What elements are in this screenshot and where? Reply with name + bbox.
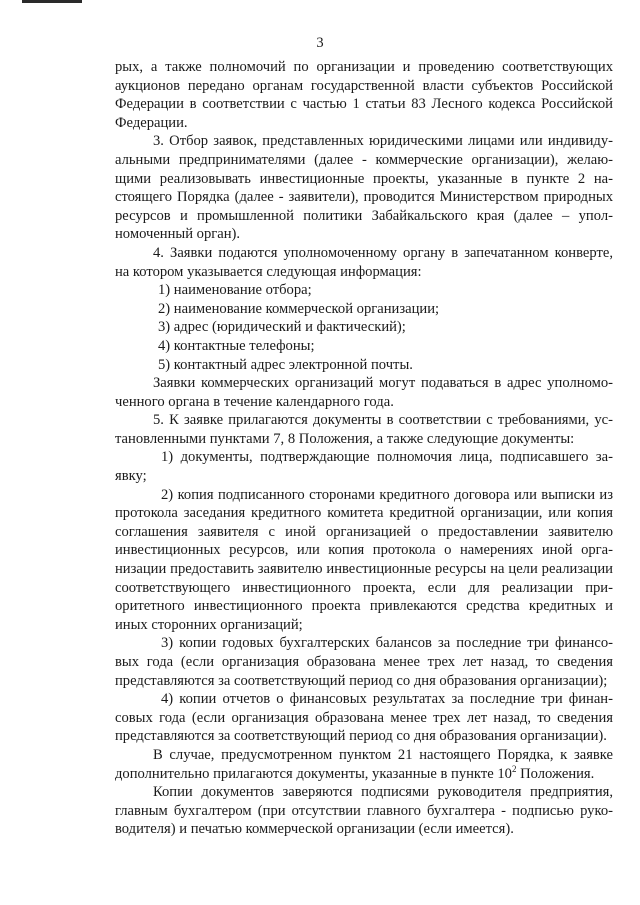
list-item: 3) адрес (юридический и фактический); — [158, 319, 406, 336]
paragraph-3: 3. Отбор заявок, представленных юридическими лицами или индивидуальными предпринимателями (далее - коммерческие организации), желающими реализовывать инвестиционные проекты, указанные в пункте 2 настоящего Порядка (далее - заявители), проводится Министерством природных ресурсов и промышленной политики Забайкальского края (далее – уполномоченный орган). — [115, 133, 613, 243]
document-item: 2) копия подписанного сторонами кредитного договора или выписки из протокола заседания кредитного комитета кредитной организации, или копия соглашения заявителя с иной организацией о предоставлении заявителю инвестиционных ресурсов, или копия протокола о намерениях иной организации предоставить заявителю инвестиционные ресурсы на цели реализации соответствующего инвестиционного проекта, если для реализации приоритетного инвестиционного проекта привлекаются средства кредитных и иных сторонних организаций; — [115, 486, 613, 633]
paragraph-case-text: В случае, предусмотренном пунктом 21 настоящего Порядка, к заявке дополнительно прилагаются документы, указанные в пункте 10 — [115, 746, 613, 782]
document-item: 1) документы, подтверждающие полномочия лица, подписавшего заявку; — [115, 449, 613, 485]
paragraph-case-end: Положения. — [516, 765, 595, 782]
list-item: 5) контактный адрес электронной почты. — [158, 356, 413, 373]
paragraph-intro: рых, а также полномочий по организации и проведению соответствующих аукционов передано органам государственной власти субъектов Российской Федерации в соответствии с частью 1 статьи 83 Лесного кодекса Российской Федерации. — [115, 59, 613, 131]
top-edge-mark — [22, 0, 82, 3]
page-number: 3 — [316, 35, 324, 51]
paragraph-5: 5. К заявке прилагаются документы в соответствии с требованиями, установленными пунктами 7, 8 Положения, а также следующие документы: — [115, 412, 613, 447]
paragraph-copies: Копии документов заверяются подписями руководителя предприятия, главным бухгалтером (при отсутствии главного бухгалтера - подписью руководителя) и печатью коммерческой организации (если имеется). — [115, 784, 613, 838]
superscript: 2 — [511, 763, 517, 774]
paragraph-4-end: Заявки коммерческих организаций могут подаваться в адрес уполномоченного органа в течение календарного года. — [115, 375, 613, 410]
document-body — [115, 58, 613, 839]
document-item: 4) копии отчетов о финансовых результатах за последние три финансовых года (если организация образована менее трех лет назад, то сведения представляются за соответствующий период со дня образования организации). — [115, 691, 613, 745]
document-item: 3) копии годовых бухгалтерских балансов за последние три финансовых года (если организация образована менее трех лет назад, то сведения представляются за соответствующий период со дня образования организации); — [115, 635, 613, 689]
paragraph-4: 4. Заявки подаются уполномоченному органу в запечатанном конверте, на котором указывается следующая информация: — [115, 244, 613, 280]
list-item: 4) контактные телефоны; — [158, 337, 315, 354]
list-item: 1) наименование отбора; — [158, 282, 312, 299]
list-item: 2) наименование коммерческой организации; — [158, 300, 440, 317]
paragraph-case — [115, 746, 613, 783]
